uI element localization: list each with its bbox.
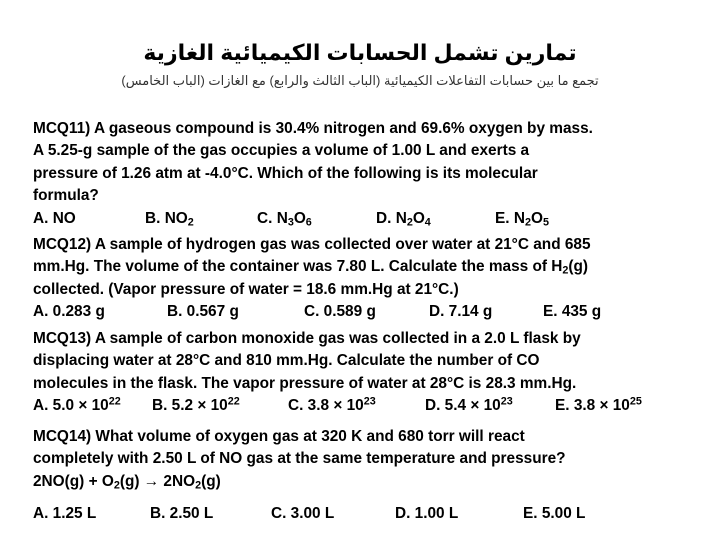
option-a[interactable]: A. NO <box>33 209 76 227</box>
option-b[interactable]: B. 0.567 g <box>167 303 239 321</box>
option-e[interactable]: E. $3.8 \times 10^{25}$ <box>555 395 642 415</box>
question-text-line: MCQ13) A sample of carbon monoxide gas was collected in a 2.0 L flask by <box>33 330 581 347</box>
option-c[interactable]: C. $N_3O_6$ <box>257 209 312 229</box>
option-c[interactable]: C. $3.8 \times 10^{23}$ <box>288 395 376 415</box>
option-c[interactable]: C. 0.589 g <box>304 303 376 321</box>
question-mcq11 <box>33 118 703 230</box>
question-mcq12 <box>33 234 703 323</box>
page-title: تمارين تشمل الحسابات الكيميائية الغازية <box>143 40 577 65</box>
question-text-line: A 5.25-g sample of the gas occupies a volume of 1.00 L and exerts a <box>33 142 530 160</box>
option-a[interactable]: A. 0.283 g <box>33 303 105 321</box>
option-e[interactable]: E. $N_2O_5$ <box>495 209 549 229</box>
question-text-line: mm.Hg. The volume of the container was 7.80 L. Calculate the mass of $H_2(g)$ <box>33 258 589 278</box>
question-text-line: completely with 2.50 L of NO gas at the same temperature and pressure? <box>33 450 566 468</box>
question-text-line: formula? <box>33 187 99 205</box>
question-text-line: collected. (Vapor pressure of water = 18.6 mm.Hg at 21°C.) <box>33 280 459 298</box>
question-text-line: pressure of 1.26 atm at -4.0°C. Which of the following is its molecular <box>33 164 538 182</box>
question-mcq13 <box>33 328 703 417</box>
option-e[interactable]: E. 5.00 L <box>523 505 586 523</box>
question-mcq14 <box>33 426 703 525</box>
answer-options <box>33 301 703 323</box>
question-text-line: MCQ12) A sample of hydrogen gas was collected over water at 21°C and 685 <box>33 236 591 253</box>
question-text-line: MCQ11) A gaseous compound is 30.4% nitrogen and 69.6% oxygen by mass. <box>33 120 593 137</box>
option-b[interactable]: B. $NO_2$ <box>145 209 194 229</box>
option-c[interactable]: C. 3.00 L <box>271 505 335 523</box>
page-subtitle: تجمع ما بين حسابات التفاعلات الكيميائية (الباب الثالث والرابع) مع الغازات (الباب الخامس) <box>121 73 599 88</box>
answer-options <box>33 208 703 230</box>
option-d[interactable]: D. 1.00 L <box>395 505 459 523</box>
question-text-line: molecules in the flask. The vapor pressure of water at 28°C is 28.3 mm.Hg. <box>33 374 577 392</box>
option-d[interactable]: D. $5.4 \times 10^{23}$ <box>425 395 513 415</box>
option-e[interactable]: E. 435 g <box>543 303 602 321</box>
answer-options <box>33 395 703 417</box>
option-a[interactable]: A. 1.25 L <box>33 505 97 523</box>
option-b[interactable]: B. $5.2 \times 10^{22}$ <box>152 395 240 415</box>
option-b[interactable]: B. 2.50 L <box>150 505 214 523</box>
option-d[interactable]: D. $N_2O_4$ <box>376 209 431 229</box>
question-text-line: MCQ14) What volume of oxygen gas at 320 K and 680 torr will react <box>33 428 525 445</box>
option-d[interactable]: D. 7.14 g <box>429 303 493 321</box>
question-text-line: displacing water at 28°C and 810 mm.Hg. Calculate the number of CO <box>33 352 540 370</box>
answer-options <box>33 503 703 525</box>
reaction-equation: $2NO(g) + O_2(g) \to 2NO_2(g)$ <box>33 472 221 492</box>
option-a[interactable]: A. $5.0 \times 10^{22}$ <box>33 395 121 415</box>
